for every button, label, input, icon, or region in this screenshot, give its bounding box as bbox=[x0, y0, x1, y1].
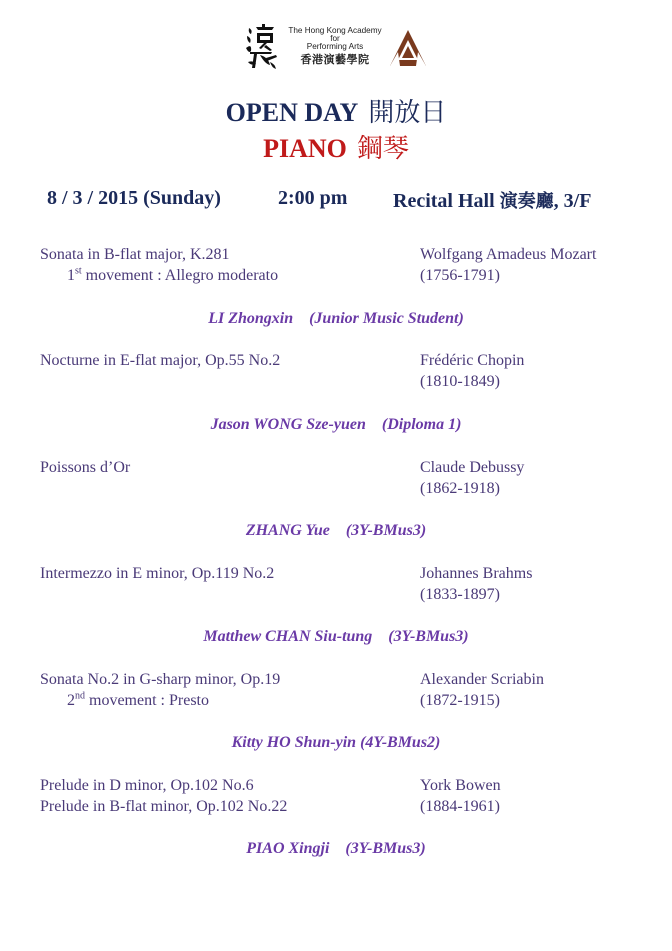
composer-name: Claude Debussy bbox=[420, 459, 525, 476]
work-title: Sonata No.2 in G-sharp minor, Op.19 bbox=[40, 671, 281, 688]
performer-name: LI Zhongxin (Junior Music Student) bbox=[208, 310, 464, 327]
composer-name: Frédéric Chopin bbox=[420, 352, 525, 369]
work-title-block bbox=[40, 244, 410, 286]
composer-block bbox=[420, 669, 650, 711]
work-title: Prelude in D minor, Op.102 No.6 bbox=[40, 777, 254, 794]
composer-years: (1833-1897) bbox=[420, 586, 500, 603]
academy-name-en-line1: The Hong Kong Academy bbox=[288, 26, 382, 35]
work-title: Intermezzo in E minor, Op.119 No.2 bbox=[40, 565, 275, 582]
academy-name-zh: 香港演藝學院 bbox=[300, 54, 370, 66]
composer-block bbox=[420, 775, 650, 817]
movement-text: movement : Allegro moderato bbox=[81, 267, 279, 284]
subtitle-english: PIANO bbox=[263, 134, 347, 163]
venue-floor: , 3/F bbox=[553, 190, 592, 212]
composer-years: (1810-1849) bbox=[420, 373, 500, 390]
composer-years: (1756-1791) bbox=[420, 267, 500, 284]
composer-years: (1862-1918) bbox=[420, 480, 500, 497]
performer-name: ZHANG Yue (3Y-BMus3) bbox=[245, 522, 427, 539]
composer-name: Johannes Brahms bbox=[420, 565, 533, 582]
work-title-block bbox=[40, 669, 410, 711]
movement-number: 2 bbox=[67, 692, 75, 709]
academy-name-en-line3: Performing Arts bbox=[306, 42, 364, 51]
work-title-block bbox=[40, 775, 410, 817]
performer-name: Matthew CHAN Siu-tung (3Y-BMus3) bbox=[203, 628, 469, 645]
movement-ordinal: nd bbox=[75, 690, 85, 702]
title-english: OPEN DAY bbox=[225, 98, 359, 127]
work-title: Prelude in B-flat minor, Op.102 No.22 bbox=[40, 798, 288, 815]
event-time: 2:00 pm bbox=[278, 187, 348, 209]
composer-block bbox=[420, 457, 650, 499]
composer-name: Alexander Scriabin bbox=[420, 671, 544, 688]
composer-block bbox=[420, 244, 650, 286]
work-movement bbox=[40, 265, 410, 286]
venue-chinese: 演奏廳 bbox=[499, 191, 554, 212]
work-title: Sonata in B-flat major, K.281 bbox=[40, 246, 230, 263]
composer-years: (1884-1961) bbox=[420, 798, 500, 815]
performer-name: PIAO Xingji (3Y-BMus3) bbox=[246, 840, 426, 857]
composer-name: Wolfgang Amadeus Mozart bbox=[420, 246, 597, 263]
performer-name: Jason WONG Sze-yuen (Diploma 1) bbox=[210, 416, 462, 433]
venue-english: Recital Hall bbox=[393, 190, 495, 212]
composer-block bbox=[420, 563, 650, 605]
work-title-block bbox=[40, 563, 410, 584]
work-title-block bbox=[40, 457, 410, 478]
work-title: Nocturne in E-flat major, Op.55 No.2 bbox=[40, 352, 281, 369]
academy-name-en-line2: for bbox=[330, 34, 340, 43]
composer-years: (1872-1915) bbox=[420, 692, 500, 709]
composer-block bbox=[420, 350, 650, 392]
work-title-block bbox=[40, 350, 410, 371]
work-movement bbox=[40, 690, 410, 711]
movement-text: movement : Presto bbox=[85, 692, 209, 709]
subtitle-chinese: 鋼琴 bbox=[356, 134, 409, 164]
title-chinese: 開放日 bbox=[368, 98, 447, 128]
event-date: 8 / 3 / 2015 (Sunday) bbox=[47, 187, 221, 209]
composer-name: York Bowen bbox=[420, 777, 501, 794]
performer-name: Kitty HO Shun-yin (4Y-BMus2) bbox=[231, 734, 441, 751]
movement-ordinal: st bbox=[75, 265, 82, 277]
work-title: Poissons d’Or bbox=[40, 459, 131, 476]
movement-number: 1 bbox=[67, 267, 75, 284]
